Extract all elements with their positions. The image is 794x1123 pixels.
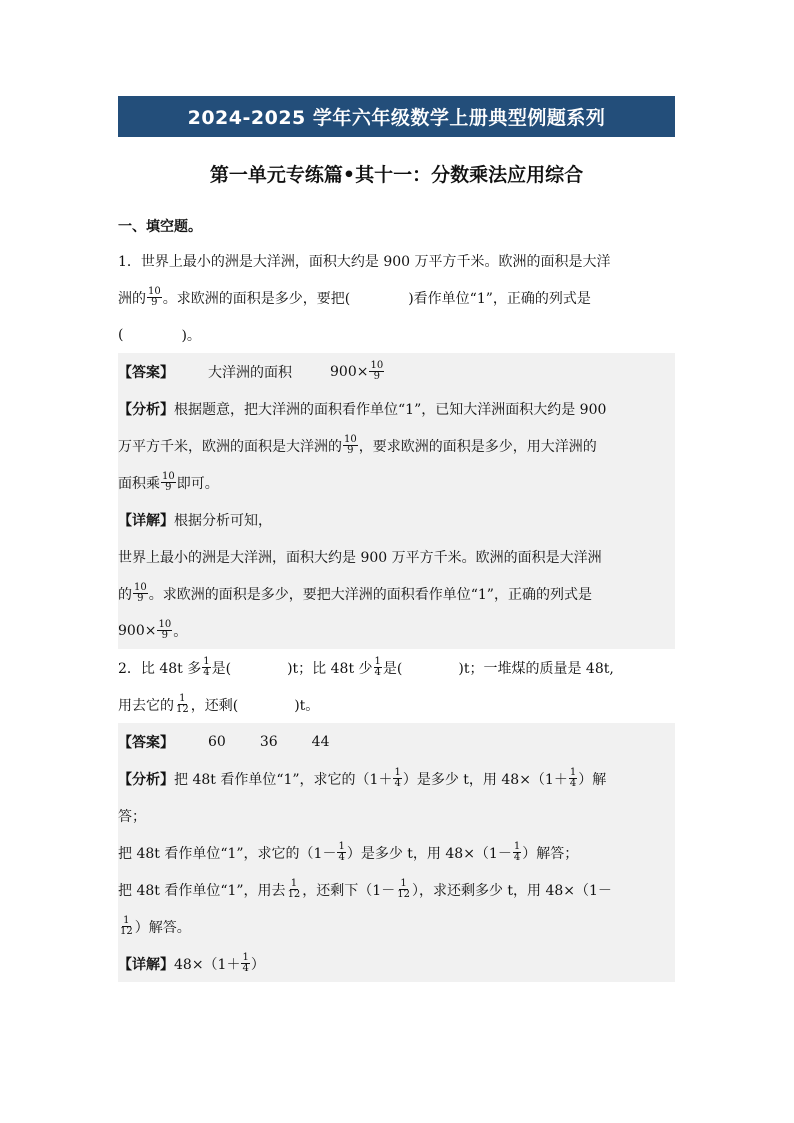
fraction-denominator: 9 xyxy=(151,297,158,308)
analysis-text: 答； xyxy=(118,808,146,825)
q1-line-3 xyxy=(118,316,675,353)
analysis-text: ）是多少 t，用 48×（1＋ xyxy=(402,771,568,788)
q2-text: 用去它的 xyxy=(118,697,174,714)
fraction-numerator: 1 xyxy=(338,841,345,852)
q2-analysis-line-4 xyxy=(118,871,675,908)
fraction xyxy=(374,657,382,678)
q1-analysis-line-3 xyxy=(118,464,675,501)
detail-tag: 【详解】 xyxy=(118,512,174,529)
fraction-denominator: 4 xyxy=(569,778,577,789)
q2-detail-line-1 xyxy=(118,945,675,982)
q1-text: ( xyxy=(118,326,124,343)
fraction-denominator: 12 xyxy=(397,889,410,900)
fraction-numerator: 1 xyxy=(203,656,210,667)
fraction-numerator: 1 xyxy=(123,915,130,926)
analysis-text: ）解答。 xyxy=(134,919,191,936)
fraction-numerator: 10 xyxy=(344,434,357,445)
q1-text: 1．世界上最小的洲是大洋洲，面积大约是 900 万平方千米。欧洲的面积是大洋 xyxy=(118,253,611,270)
fraction-numerator: 1 xyxy=(290,878,298,889)
fraction xyxy=(119,916,134,937)
analysis-tag: 【分析】 xyxy=(118,771,174,788)
fraction-denominator: 4 xyxy=(513,852,521,863)
fraction-denominator: 4 xyxy=(394,778,401,789)
q1-detail-line-4 xyxy=(118,612,675,649)
q2-text: 是( xyxy=(382,660,403,677)
fraction-numerator: 1 xyxy=(394,767,401,778)
q2-analysis-line-2 xyxy=(118,797,675,834)
analysis-text: 把 48t 看作单位“1”，求它的（1＋ xyxy=(174,771,393,788)
q2-solution-box xyxy=(118,723,675,982)
q1-detail-line-3 xyxy=(118,575,675,612)
fraction-numerator: 10 xyxy=(134,582,147,593)
fraction xyxy=(241,953,249,974)
fraction-numerator: 1 xyxy=(400,878,407,889)
fraction-numerator: 10 xyxy=(162,471,175,482)
q2-analysis-line-1 xyxy=(118,760,675,797)
detail-text: 的 xyxy=(118,586,132,603)
q1-solution-box xyxy=(118,353,675,649)
answer-value: 大洋洲的面积 xyxy=(208,364,292,381)
fraction-denominator: 12 xyxy=(120,926,133,937)
fraction-denominator: 9 xyxy=(137,593,144,604)
fraction-denominator: 9 xyxy=(373,371,380,382)
analysis-text: 万平方千米，欧洲的面积是大洋洲的 xyxy=(118,438,342,455)
document-subtitle: 第一单元专练篇•其十一：分数乘法应用综合 xyxy=(209,164,584,186)
detail-text: 世界上最小的洲是大洋洲，面积大约是 900 万平方千米。欧洲的面积是大洋洲 xyxy=(118,549,602,566)
q2-text: )t。 xyxy=(294,697,320,714)
fraction-numerator: 1 xyxy=(242,952,249,963)
fraction xyxy=(513,842,521,863)
fraction-denominator: 9 xyxy=(161,630,168,641)
q1-detail-line-1 xyxy=(118,501,675,538)
q2-line-1 xyxy=(118,649,675,686)
q1-text: 。求欧洲的面积是多少，要把( xyxy=(162,290,351,307)
q2-analysis-line-3 xyxy=(118,834,675,871)
analysis-text: 把 48t 看作单位“1”，用去 xyxy=(118,882,286,899)
fraction xyxy=(343,435,358,456)
fraction xyxy=(396,879,411,900)
detail-text: 。求欧洲的面积是多少，要把大洋洲的面积看作单位“1”，正确的列式是 xyxy=(148,586,592,603)
fraction-denominator: 4 xyxy=(203,667,210,678)
detail-text: 。 xyxy=(173,623,188,640)
fraction xyxy=(202,657,210,678)
q1-answer-line xyxy=(118,353,675,390)
fraction xyxy=(287,879,302,900)
answer-tag: 【答案】 xyxy=(118,364,174,381)
fraction xyxy=(133,583,148,604)
detail-text: 根据分析可知， xyxy=(174,512,272,529)
answer-value: 900× xyxy=(330,363,369,380)
fraction-denominator: 9 xyxy=(165,482,172,493)
fraction-denominator: 12 xyxy=(176,704,189,715)
fraction xyxy=(569,768,577,789)
analysis-text: ，还剩下（1－ xyxy=(302,882,396,899)
q2-text: )t；比 48t 少 xyxy=(287,660,373,677)
detail-tag: 【详解】 xyxy=(118,956,174,973)
q1-analysis-line-2 xyxy=(118,427,675,464)
fraction xyxy=(147,287,162,308)
analysis-text: ）是多少 t，用 48×（1－ xyxy=(346,845,512,862)
analysis-text: ），求还剩多少 t，用 48×（1－ xyxy=(411,882,612,899)
fraction-numerator: 1 xyxy=(374,656,381,667)
answer-value: 44 xyxy=(311,733,330,750)
document-banner-title: 2024-2025 学年六年级数学上册典型例题系列 xyxy=(118,96,675,137)
fraction-denominator: 4 xyxy=(338,852,345,863)
q2-line-2 xyxy=(118,686,675,723)
q1-line-2 xyxy=(118,279,675,316)
analysis-text: ，要求欧洲的面积是多少，用大洋洲的 xyxy=(358,438,597,455)
answer-tag: 【答案】 xyxy=(118,734,174,751)
analysis-text: 把 48t 看作单位“1”，求它的（1－ xyxy=(118,845,337,862)
analysis-text: 根据题意，把大洋洲的面积看作单位“1”，已知大洋洲面积大约是 900 xyxy=(174,401,607,418)
fraction-denominator: 4 xyxy=(374,667,381,678)
fraction-numerator: 1 xyxy=(513,841,521,852)
analysis-text: ）解 xyxy=(578,771,607,788)
q1-text: 洲的 xyxy=(118,290,146,307)
detail-text: 48×（1＋ xyxy=(174,956,241,973)
analysis-text: 面积乘 xyxy=(118,475,160,492)
fraction-denominator: 4 xyxy=(242,963,249,974)
fraction-numerator: 10 xyxy=(370,360,384,371)
q1-text: )。 xyxy=(181,327,201,344)
fraction-numerator: 1 xyxy=(569,767,577,778)
detail-text: ） xyxy=(250,956,265,973)
fraction-numerator: 10 xyxy=(158,619,172,630)
analysis-text: 即可。 xyxy=(176,475,219,492)
q1-detail-line-2 xyxy=(118,538,675,575)
q2-text: )t；一堆煤的质量是 48t, xyxy=(458,660,614,677)
q1-analysis-line-1 xyxy=(118,390,675,427)
detail-text: 900× xyxy=(118,622,157,639)
fraction xyxy=(157,620,172,641)
fraction xyxy=(161,472,176,493)
q2-analysis-line-5 xyxy=(118,908,675,945)
fraction-denominator: 9 xyxy=(347,445,354,456)
fraction-denominator: 12 xyxy=(287,889,301,900)
analysis-tag: 【分析】 xyxy=(118,401,174,418)
document-content xyxy=(118,210,675,982)
q2-answer-line xyxy=(118,723,675,760)
analysis-text: ）解答； xyxy=(522,845,579,862)
q2-text: 是( xyxy=(211,660,232,677)
fraction xyxy=(369,361,384,382)
fraction xyxy=(175,694,190,715)
q1-line-1 xyxy=(118,242,675,279)
answer-value: 36 xyxy=(259,733,278,750)
fraction xyxy=(393,768,401,789)
q1-text: )看作单位“1”，正确的列式是 xyxy=(408,290,591,307)
q2-text: ，还剩( xyxy=(190,697,239,714)
answer-value: 60 xyxy=(208,733,226,750)
fraction-numerator: 10 xyxy=(148,286,161,297)
fraction xyxy=(337,842,345,863)
section-title: 一、填空题。 xyxy=(118,219,202,235)
fraction-numerator: 1 xyxy=(179,693,186,704)
q2-text: 2．比 48t 多 xyxy=(118,660,202,677)
